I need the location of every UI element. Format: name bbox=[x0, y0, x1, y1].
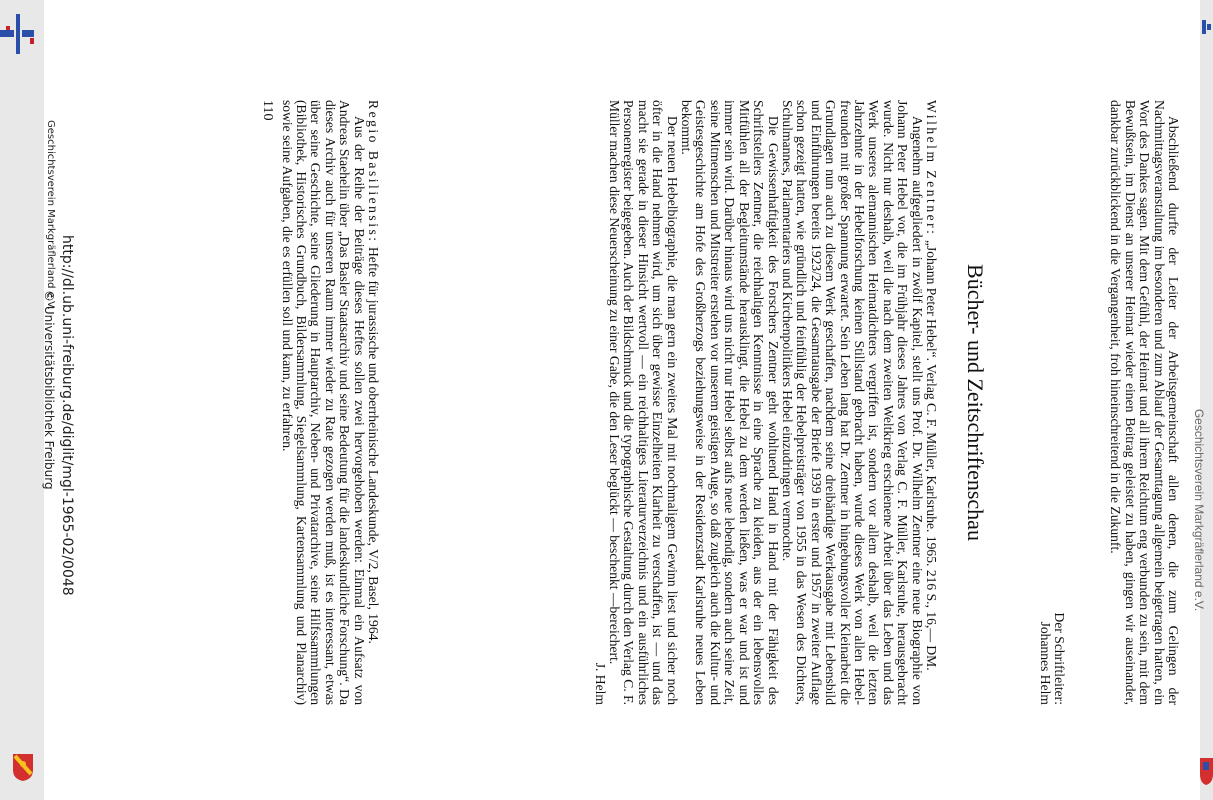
review-1-reviewer: J. Helm bbox=[592, 662, 608, 705]
review-2-citation: Regio Basiliensis: Hefte für jurassische und oberrheinische Landeskunde, V/2, Basel, 1964. bbox=[366, 100, 381, 644]
left-viewer-margin bbox=[0, 0, 44, 800]
ub-logo-icon bbox=[0, 10, 40, 60]
signature-name: Johannes Helm bbox=[1037, 621, 1053, 705]
page-number: 110 bbox=[260, 100, 275, 121]
footer-copyright: © Universitätsbibliothek Freiburg bbox=[42, 290, 56, 490]
ub-logo-small-icon bbox=[1200, 14, 1213, 44]
scanned-page bbox=[42, 0, 1206, 800]
review-1-paragraph-1: Angenehm aufgegliedert in zwölf Kapitel, stellt uns Prof. Dr. Wilhelm Zentner eine neue Biographie von Johann Peter Hebel vor, die im Frühjahr dieses Jahres von Verlag C. F. Müller, Karlsruhe, herausgebracht wurde. Nicht nur deshalb, weil die nach dem zweiten Weltkrieg erschienene Arbeit über das Leben und das Werk unseres alemannischen Heimatdichters vergriffen ist, sondern vor allem deshalb, weil die letzten Jahrzehnte in der Hebelforschung keinen Stillstand gebracht haben, wurde dieses Werk von allen Hebelfreunden mit großer Spannung erwartet. Sein Leben lang hat Dr. Zentner in hingebungsvoller Kleinarbeit die Grundlagen nun auch zu diesem Werk geschaffen, nachdem seine dreibändige Werkausgabe mit Lebensbild und Einführungen bereits 1923/24, die Gesamtausgabe der Briefe 1939 in erster und 1957 in zweiter Auflage schon gezeigt hatten, wie gründlich und feinfühlig der Hebelpreisträger von 1955 in das Wesen des Dichters, Schulmannes, Parlamentariers und Kirchenpolitikers Hebel einzudringen vermochte. bbox=[779, 100, 925, 705]
closing-paragraph: Abschließend durfte der Leiter der Arbeitsgemeinschaft allen denen, die zum Gelingen der Nachmittagsveranstaltung im besonderen und zum Ablauf der Gesamttagung allgemein beigetragen hatten, ein Wort des Dankes sagen. Mit dem Gefühl, der Heimat und all ihrem Reichtum eng verbunden zu sein, mit dem Bewußtsein, im Dienst an unserer Heimat wieder einen Beitrag geleistet zu haben, gingen wir auseinander, dankbar zurückblickend in die Vergangenheit, froh hineinschreitend in die Zukunft. bbox=[1108, 100, 1181, 705]
cut-header: Geschichtsverein Markgräflerland e.V. bbox=[1192, 408, 1206, 612]
review-1-citation: Wilhelm Zentner: „Johann Peter Hebel“. Verlag C. F. Müller, Karlsruhe. 1965. 216 S., 16,— DM. bbox=[924, 100, 939, 671]
review-1 bbox=[592, 100, 938, 705]
review-2 bbox=[279, 100, 380, 705]
society-crest-icon bbox=[12, 752, 34, 782]
review-1-paragraph-3: Der neuen Hebelbiographie, die man gern ein zweites Mal mit nochmaligem Gewinn liest und sicher noch öfter in die Hand nehmen wird, um sich über gewisse Einzelheiten Klarheit zu verschaffen, ist — und das macht sie gerade in dieser Hinsicht wertvoll — ein reichhaltiges Literaturverzeichnis und ein ausführliches Personenregister beigegeben. Auch der Bildschmuck und die typographische Gestaltung durch den Verlag C. F. Müller machen diese Neuerscheinung zu einer Gabe, die den Leser beglückt — beschenkt —bereichert. bbox=[607, 100, 680, 705]
footer-society: Geschichtsverein Markgräflerland e.V. bbox=[45, 120, 56, 310]
review-2-paragraph: Aus der Reihe der Beiträge dieses Heftes sollen zwei hervorgehoben werden: Einmal ein Aufsatz von Andreas Staehelin über „Das Basler Staatsarchiv und seine Bedeutung für die landeskundliche Forschung“. Da dieses Archiv auch für unseren Raum immer wieder zu Rate gezogen werden muß, ist es interessant, etwas über seine Geschichte, seine Gliederung in Hauptarchiv, Neben- und Privatarchive, seine Hilfssammlungen (Bibliothek, Historisches Grundbuch, Bildersammlung, Siegelsammlung, Kartensammlung und Planarchiv) sowie seine Aufgaben, die es erfüllen soll und kann, zu erfahren. bbox=[279, 100, 367, 705]
rotated-page-content bbox=[42, 0, 1206, 800]
section-heading: Bücher- und Zeitschriftenschau bbox=[963, 264, 988, 541]
crest-small-icon bbox=[1200, 756, 1213, 786]
signature-role: Der Schriftleiter: bbox=[1052, 612, 1067, 705]
signature-block bbox=[1037, 450, 1066, 705]
footer-url[interactable]: http://dl.ub.uni-freiburg.de/diglit/mgl-1965-02/0048 bbox=[59, 235, 75, 596]
review-1-paragraph-2: Die Gewissenhaftigkeit des Forschers Zentner geht wohltuend Hand in Hand mit der Fähigkeit des Schriftstellers Zentner, die reichhaltigen Kenntnisse in eine Sprache zu kleiden, aus der ein lebensvolles Mitfühlen all der Begleitumstände herausklingt, die Hebel zu dem werden ließen, was er war und ist und immer sein wird. Darüber hinaus wird uns nicht nur Hebel selbst aufs neue lebendig, sondern auch seine Zeit, seine Mitmenschen und Mitstreiter erstehen vor unserem geistigen Auge, so daß zugleich auch die Kultur- und Geistesgeschichte am Hofe des Großherzogs beziehungsweise in der Residenzstadt Karlsruhe neues Leben bekommt. bbox=[679, 100, 781, 705]
